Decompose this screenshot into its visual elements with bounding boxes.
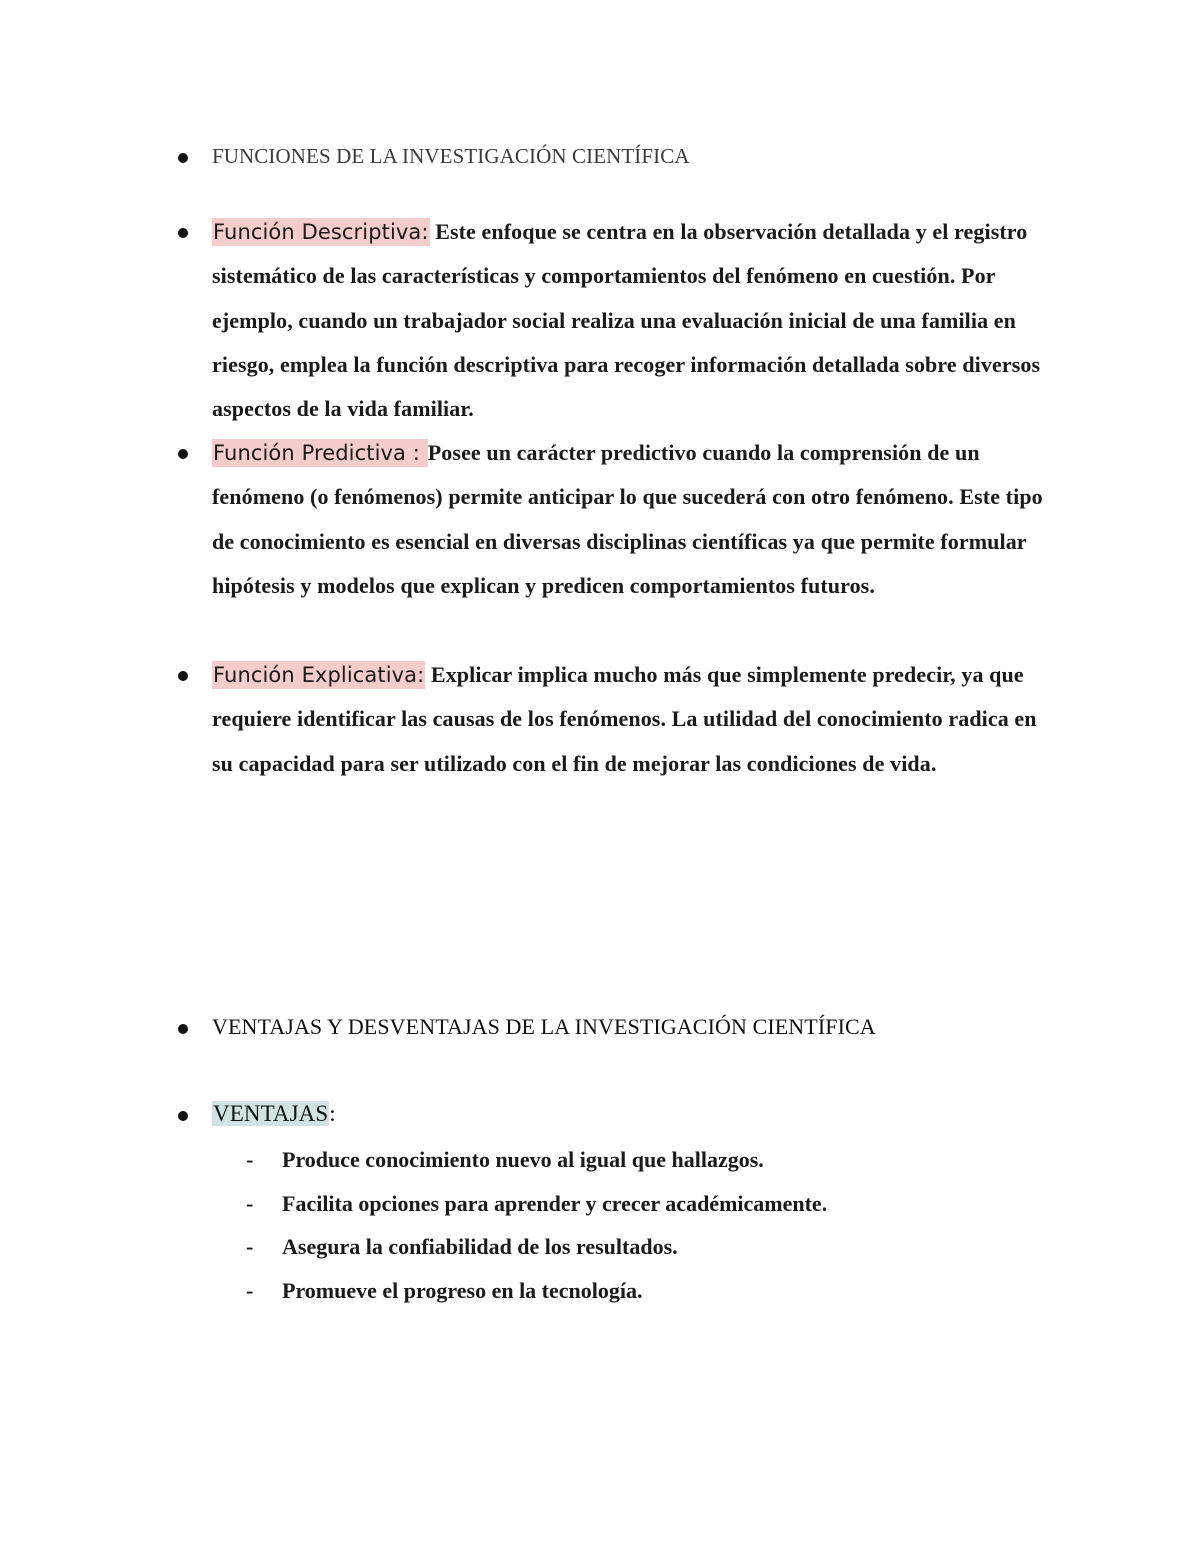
highlighted-term: Función Predictiva : (213, 441, 427, 465)
dash-marker: - (246, 1190, 254, 1216)
item-paragraph (212, 210, 1052, 431)
list-item-text: Facilita opciones para aprender y crecer académicamente. (282, 1190, 828, 1216)
list-item (246, 1182, 1046, 1226)
item-description: Este enfoque se centra en la observación detallada y el registro sistemático de las características y comportamientos del fenómeno en cuestión. Por ejemplo, cuando un trabajador social realiza una evaluación inicial de una familia en riesgo, emplea la función descriptiva para recoger información detallada sobre diversos aspectos de la vida familiar. (212, 219, 1041, 422)
dash-marker: - (246, 1147, 254, 1172)
bullet-icon (178, 671, 188, 681)
list-item (246, 1225, 1046, 1269)
item-description: Explicar implica mucho más que simplemente predecir, ya que requiere identificar las causas de los fenómenos. La utilidad del conocimiento radica en su capacidad para ser utilizado con el fin de mejorar las condiciones de vida. (212, 662, 1037, 776)
item-paragraph (212, 431, 1052, 608)
subheading-text (212, 1101, 1052, 1127)
list-item (246, 1269, 1046, 1313)
highlighted-term: Función Explicativa: (213, 663, 425, 687)
subheading-colon: : (329, 1101, 336, 1126)
bullet-icon (178, 153, 188, 163)
dash-marker: - (246, 1234, 254, 1260)
item-description: Posee un carácter predictivo cuando la comprensión de un fenómeno (o fenómenos) permite anticipar lo que sucederá con otro fenómeno. Este tipo de conocimiento es esencial en diversas disciplinas científicas ya que permite formular hipótesis y modelos que explican y predicen comportamientos futuros. (212, 440, 1043, 598)
item-paragraph (212, 653, 1052, 786)
list-item-text: Produce conocimiento nuevo al igual que hallazgos. (282, 1147, 764, 1172)
highlighted-term: Función Descriptiva: (213, 220, 429, 244)
dash-marker: - (246, 1278, 254, 1304)
bullet-icon (178, 449, 188, 459)
bullet-icon (178, 1111, 188, 1121)
heading-text: FUNCIONES DE LA INVESTIGACIÓN CIENTÍFICA (212, 144, 690, 168)
list-item-text: Promueve el progreso en la tecnología. (282, 1278, 643, 1304)
list-item-text: Asegura la confiabilidad de los resultados. (282, 1234, 678, 1260)
bullet-icon (178, 228, 188, 238)
heading-text: VENTAJAS Y DESVENTAJAS DE LA INVESTIGACIÓN CIENTÍFICA (212, 1014, 876, 1039)
bullet-icon (178, 1024, 188, 1034)
list-item (246, 1138, 1046, 1182)
ventajas-list (246, 1138, 1046, 1313)
highlighted-term: VENTAJAS (213, 1101, 329, 1126)
